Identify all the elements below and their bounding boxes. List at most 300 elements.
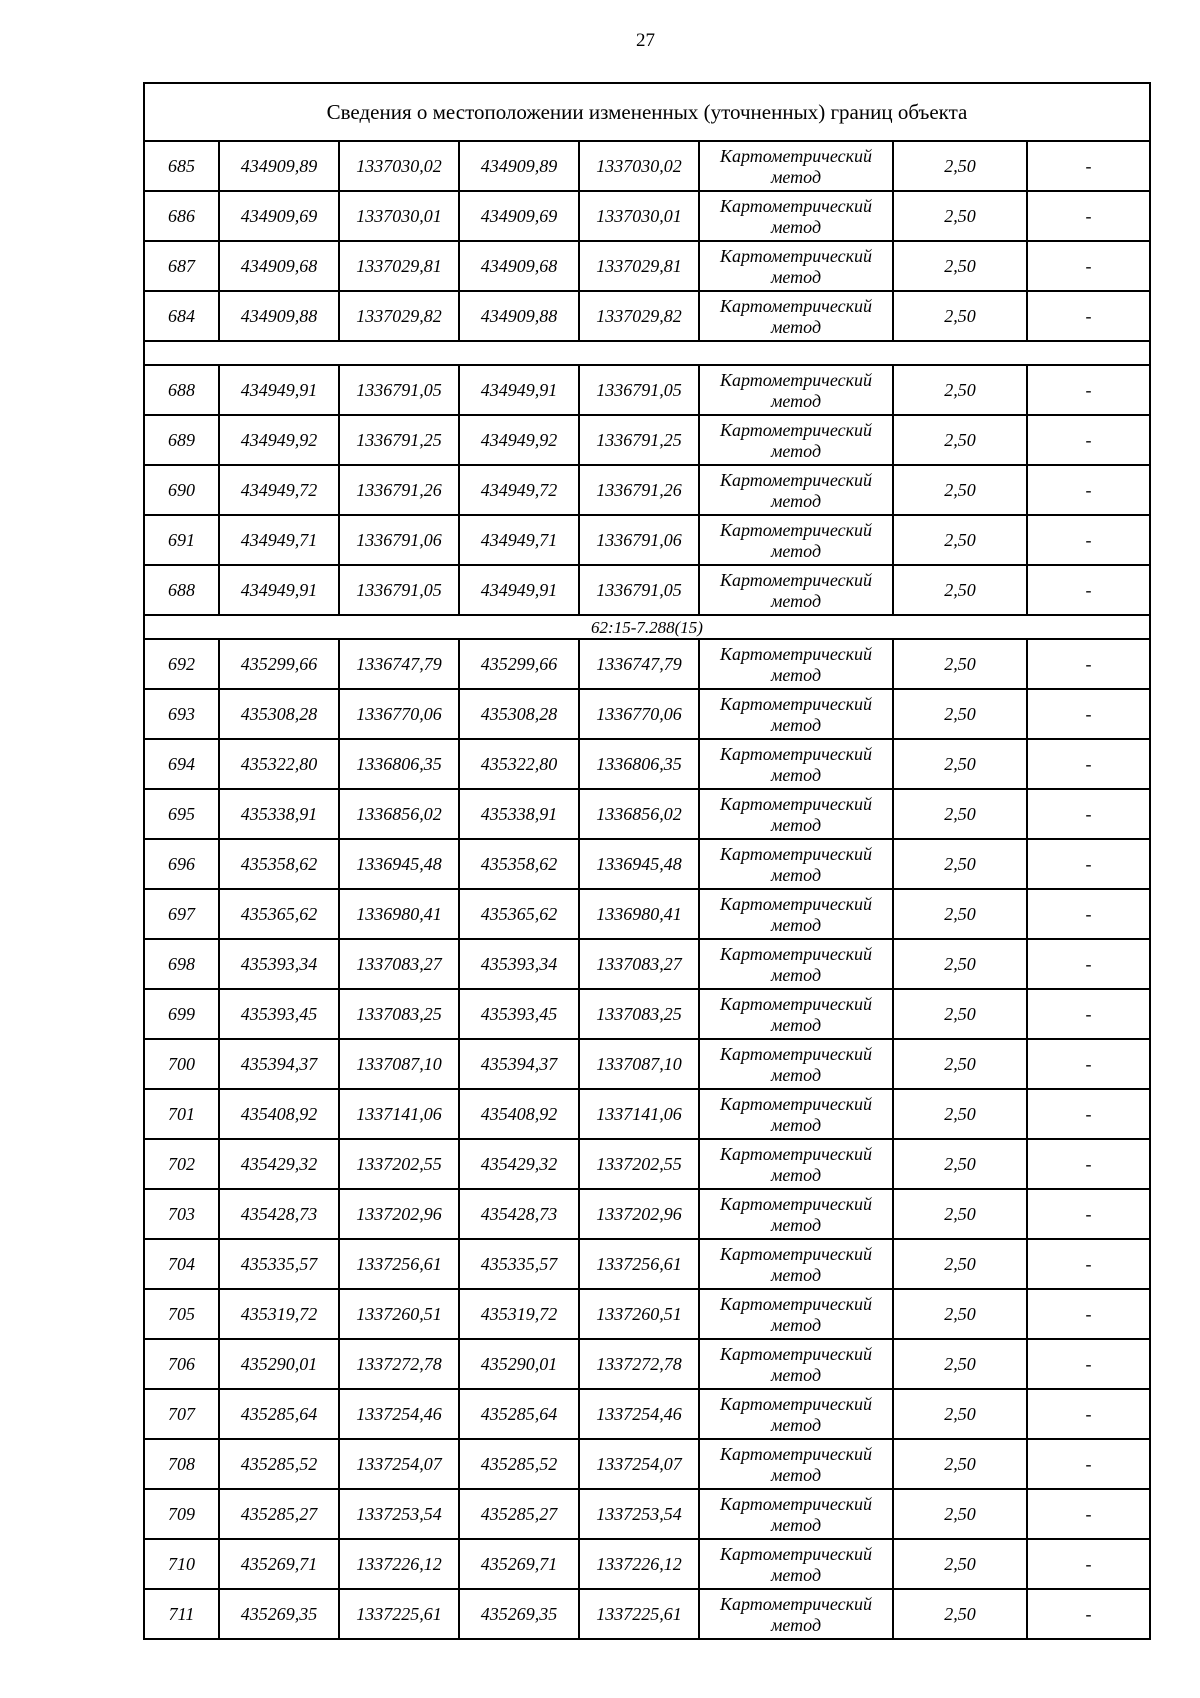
description-cell: - [1027, 839, 1150, 889]
y-existing-cell: 1337254,46 [339, 1389, 459, 1439]
accuracy-cell: 2,50 [893, 1589, 1027, 1639]
x-existing-cell: 434949,92 [219, 415, 339, 465]
x-existing-cell: 434909,89 [219, 141, 339, 191]
table-row [144, 739, 1150, 789]
point-number-cell: 688 [144, 365, 219, 415]
table-row [144, 1289, 1150, 1339]
accuracy-cell: 2,50 [893, 1489, 1027, 1539]
x-new-cell: 434949,72 [459, 465, 579, 515]
table-row [144, 689, 1150, 739]
description-cell: - [1027, 365, 1150, 415]
table-row [144, 1239, 1150, 1289]
method-line-2: метод [770, 316, 822, 337]
point-number-cell: 709 [144, 1489, 219, 1539]
x-new-cell: 434949,91 [459, 365, 579, 415]
y-existing-cell: 1337226,12 [339, 1539, 459, 1589]
y-existing-cell: 1337029,82 [339, 291, 459, 341]
y-existing-cell: 1336791,06 [339, 515, 459, 565]
method-cell [699, 989, 893, 1039]
y-new-cell: 1337254,07 [579, 1439, 699, 1489]
point-number-cell: 701 [144, 1089, 219, 1139]
x-new-cell: 435299,66 [459, 639, 579, 689]
method-line-1: Картометрический [719, 1393, 872, 1414]
point-number-cell: 706 [144, 1339, 219, 1389]
accuracy-cell: 2,50 [893, 515, 1027, 565]
table-row [144, 1489, 1150, 1539]
x-existing-cell: 435299,66 [219, 639, 339, 689]
y-existing-cell: 1336770,06 [339, 689, 459, 739]
y-new-cell: 1337256,61 [579, 1239, 699, 1289]
description-cell: - [1027, 689, 1150, 739]
method-line-1: Картометрический [719, 469, 872, 490]
point-number-cell: 693 [144, 689, 219, 739]
y-new-cell: 1337254,46 [579, 1389, 699, 1439]
point-number-cell: 708 [144, 1439, 219, 1489]
method-line-1: Картометрический [719, 1093, 872, 1114]
method-line-1: Картометрический [719, 1043, 872, 1064]
point-number-cell: 705 [144, 1289, 219, 1339]
point-number-cell: 697 [144, 889, 219, 939]
y-new-cell: 1337087,10 [579, 1039, 699, 1089]
description-cell: - [1027, 565, 1150, 615]
method-line-1: Картометрический [719, 793, 872, 814]
accuracy-cell: 2,50 [893, 639, 1027, 689]
accuracy-cell: 2,50 [893, 1539, 1027, 1589]
table-row [144, 939, 1150, 989]
method-line-1: Картометрический [719, 569, 872, 590]
method-cell [699, 1039, 893, 1089]
method-line-2: метод [770, 590, 822, 611]
x-new-cell: 435285,27 [459, 1489, 579, 1539]
method-line-1: Картометрический [719, 295, 872, 316]
method-line-2: метод [770, 1264, 822, 1285]
method-line-2: метод [770, 1114, 822, 1135]
method-line-1: Картометрический [719, 519, 872, 540]
table-row [144, 1539, 1150, 1589]
y-new-cell: 1336980,41 [579, 889, 699, 939]
method-cell [699, 291, 893, 341]
accuracy-cell: 2,50 [893, 739, 1027, 789]
description-cell: - [1027, 1189, 1150, 1239]
table-row [144, 839, 1150, 889]
section-header: 62:15-7.288(15) [144, 615, 1150, 639]
description-cell: - [1027, 739, 1150, 789]
method-line-1: Картометрический [719, 195, 872, 216]
method-line-1: Картометрический [719, 943, 872, 964]
table-row [144, 191, 1150, 241]
x-existing-cell: 435269,35 [219, 1589, 339, 1639]
method-line-1: Картометрический [719, 1543, 872, 1564]
x-existing-cell: 435393,45 [219, 989, 339, 1039]
y-existing-cell: 1337254,07 [339, 1439, 459, 1489]
point-number-cell: 689 [144, 415, 219, 465]
table-title-row [144, 83, 1150, 141]
description-cell: - [1027, 1339, 1150, 1389]
x-new-cell: 435358,62 [459, 839, 579, 889]
method-cell [699, 515, 893, 565]
y-new-cell: 1337260,51 [579, 1289, 699, 1339]
boundary-coordinates-table [143, 82, 1151, 1640]
y-new-cell: 1336770,06 [579, 689, 699, 739]
x-new-cell: 435269,71 [459, 1539, 579, 1589]
y-new-cell: 1336791,05 [579, 565, 699, 615]
table-row [144, 515, 1150, 565]
method-cell [699, 839, 893, 889]
method-cell [699, 1239, 893, 1289]
y-existing-cell: 1337029,81 [339, 241, 459, 291]
accuracy-cell: 2,50 [893, 1039, 1027, 1089]
description-cell: - [1027, 1289, 1150, 1339]
method-cell [699, 1389, 893, 1439]
table-row [144, 639, 1150, 689]
point-number-cell: 684 [144, 291, 219, 341]
x-existing-cell: 435428,73 [219, 1189, 339, 1239]
accuracy-cell: 2,50 [893, 1189, 1027, 1239]
y-new-cell: 1337029,81 [579, 241, 699, 291]
table-row [144, 415, 1150, 465]
method-line-2: метод [770, 490, 822, 511]
x-new-cell: 434949,71 [459, 515, 579, 565]
x-existing-cell: 435358,62 [219, 839, 339, 889]
method-line-1: Картометрический [719, 1443, 872, 1464]
point-number-cell: 704 [144, 1239, 219, 1289]
method-line-2: метод [770, 664, 822, 685]
table-row [144, 1189, 1150, 1239]
y-existing-cell: 1337083,25 [339, 989, 459, 1039]
method-cell [699, 1089, 893, 1139]
table-row [144, 365, 1150, 415]
accuracy-cell: 2,50 [893, 689, 1027, 739]
method-line-2: метод [770, 1614, 822, 1635]
table-row [144, 241, 1150, 291]
separator-cell [144, 341, 1150, 365]
accuracy-cell: 2,50 [893, 365, 1027, 415]
y-new-cell: 1337029,82 [579, 291, 699, 341]
method-line-1: Картометрический [719, 1343, 872, 1364]
point-number-cell: 696 [144, 839, 219, 889]
x-existing-cell: 435322,80 [219, 739, 339, 789]
x-existing-cell: 434949,72 [219, 465, 339, 515]
method-line-1: Картометрический [719, 693, 872, 714]
x-existing-cell: 435290,01 [219, 1339, 339, 1389]
method-line-2: метод [770, 1464, 822, 1485]
method-line-1: Картометрический [719, 993, 872, 1014]
point-number-cell: 688 [144, 565, 219, 615]
x-new-cell: 435365,62 [459, 889, 579, 939]
accuracy-cell: 2,50 [893, 241, 1027, 291]
table-row [144, 1589, 1150, 1639]
accuracy-cell: 2,50 [893, 989, 1027, 1039]
method-line-2: метод [770, 1064, 822, 1085]
method-line-2: метод [770, 440, 822, 461]
point-number-cell: 691 [144, 515, 219, 565]
x-existing-cell: 434909,68 [219, 241, 339, 291]
description-cell: - [1027, 1089, 1150, 1139]
y-existing-cell: 1337253,54 [339, 1489, 459, 1539]
description-cell: - [1027, 291, 1150, 341]
x-new-cell: 435393,34 [459, 939, 579, 989]
x-existing-cell: 434909,88 [219, 291, 339, 341]
y-new-cell: 1337030,01 [579, 191, 699, 241]
table-body [144, 83, 1150, 1639]
separator-row [144, 341, 1150, 365]
x-new-cell: 435428,73 [459, 1189, 579, 1239]
x-existing-cell: 434909,69 [219, 191, 339, 241]
method-line-2: метод [770, 1514, 822, 1535]
y-new-cell: 1337202,96 [579, 1189, 699, 1239]
x-new-cell: 435429,32 [459, 1139, 579, 1189]
accuracy-cell: 2,50 [893, 1389, 1027, 1439]
x-new-cell: 435408,92 [459, 1089, 579, 1139]
x-new-cell: 435285,52 [459, 1439, 579, 1489]
method-line-2: метод [770, 714, 822, 735]
x-existing-cell: 435285,52 [219, 1439, 339, 1489]
x-new-cell: 435335,57 [459, 1239, 579, 1289]
description-cell: - [1027, 1139, 1150, 1189]
accuracy-cell: 2,50 [893, 1289, 1027, 1339]
accuracy-cell: 2,50 [893, 191, 1027, 241]
table-row [144, 1339, 1150, 1389]
description-cell: - [1027, 141, 1150, 191]
y-existing-cell: 1336747,79 [339, 639, 459, 689]
method-cell [699, 365, 893, 415]
accuracy-cell: 2,50 [893, 1439, 1027, 1489]
x-existing-cell: 435319,72 [219, 1289, 339, 1339]
x-existing-cell: 434949,91 [219, 365, 339, 415]
y-new-cell: 1336791,06 [579, 515, 699, 565]
accuracy-cell: 2,50 [893, 839, 1027, 889]
method-line-1: Картометрический [719, 843, 872, 864]
point-number-cell: 698 [144, 939, 219, 989]
y-new-cell: 1336806,35 [579, 739, 699, 789]
method-line-1: Картометрический [719, 1193, 872, 1214]
method-cell [699, 1539, 893, 1589]
y-new-cell: 1337202,55 [579, 1139, 699, 1189]
x-new-cell: 435285,64 [459, 1389, 579, 1439]
method-cell [699, 939, 893, 989]
y-existing-cell: 1337030,01 [339, 191, 459, 241]
y-new-cell: 1336791,25 [579, 415, 699, 465]
x-existing-cell: 434949,91 [219, 565, 339, 615]
method-cell [699, 141, 893, 191]
table-row [144, 465, 1150, 515]
accuracy-cell: 2,50 [893, 1239, 1027, 1289]
table-row [144, 1039, 1150, 1089]
y-existing-cell: 1336806,35 [339, 739, 459, 789]
accuracy-cell: 2,50 [893, 291, 1027, 341]
y-existing-cell: 1336791,05 [339, 565, 459, 615]
method-cell [699, 689, 893, 739]
description-cell: - [1027, 1239, 1150, 1289]
method-cell [699, 1589, 893, 1639]
method-line-2: метод [770, 764, 822, 785]
point-number-cell: 707 [144, 1389, 219, 1439]
method-line-1: Картометрический [719, 419, 872, 440]
method-line-1: Картометрический [719, 369, 872, 390]
accuracy-cell: 2,50 [893, 465, 1027, 515]
description-cell: - [1027, 415, 1150, 465]
y-existing-cell: 1336980,41 [339, 889, 459, 939]
point-number-cell: 699 [144, 989, 219, 1039]
x-existing-cell: 435338,91 [219, 789, 339, 839]
x-existing-cell: 435393,34 [219, 939, 339, 989]
method-line-2: метод [770, 1164, 822, 1185]
point-number-cell: 695 [144, 789, 219, 839]
y-new-cell: 1337141,06 [579, 1089, 699, 1139]
x-existing-cell: 435429,32 [219, 1139, 339, 1189]
table-title: Сведения о местоположении измененных (уточненных) границ объекта [144, 83, 1150, 141]
point-number-cell: 694 [144, 739, 219, 789]
table-row [144, 291, 1150, 341]
method-cell [699, 739, 893, 789]
method-line-2: метод [770, 1314, 822, 1335]
table-row [144, 789, 1150, 839]
y-new-cell: 1336856,02 [579, 789, 699, 839]
method-line-2: метод [770, 166, 822, 187]
point-number-cell: 687 [144, 241, 219, 291]
y-new-cell: 1337030,02 [579, 141, 699, 191]
y-existing-cell: 1337272,78 [339, 1339, 459, 1389]
x-new-cell: 435269,35 [459, 1589, 579, 1639]
point-number-cell: 685 [144, 141, 219, 191]
method-line-2: метод [770, 864, 822, 885]
method-cell [699, 1139, 893, 1189]
method-cell [699, 191, 893, 241]
y-existing-cell: 1337256,61 [339, 1239, 459, 1289]
accuracy-cell: 2,50 [893, 789, 1027, 839]
method-line-1: Картометрический [719, 1293, 872, 1314]
section-header-row [144, 615, 1150, 639]
point-number-cell: 700 [144, 1039, 219, 1089]
method-line-2: метод [770, 216, 822, 237]
method-cell [699, 465, 893, 515]
page-number: 27 [636, 30, 655, 51]
method-line-2: метод [770, 1564, 822, 1585]
description-cell: - [1027, 789, 1150, 839]
method-line-1: Картометрический [719, 643, 872, 664]
x-new-cell: 434909,69 [459, 191, 579, 241]
accuracy-cell: 2,50 [893, 889, 1027, 939]
point-number-cell: 702 [144, 1139, 219, 1189]
method-line-2: метод [770, 390, 822, 411]
table-row [144, 141, 1150, 191]
description-cell: - [1027, 939, 1150, 989]
method-line-2: метод [770, 1214, 822, 1235]
x-existing-cell: 434949,71 [219, 515, 339, 565]
y-existing-cell: 1336856,02 [339, 789, 459, 839]
y-existing-cell: 1337260,51 [339, 1289, 459, 1339]
description-cell: - [1027, 1539, 1150, 1589]
y-existing-cell: 1336791,25 [339, 415, 459, 465]
table-row [144, 1439, 1150, 1489]
method-cell [699, 639, 893, 689]
method-cell [699, 1439, 893, 1489]
method-cell [699, 1339, 893, 1389]
x-existing-cell: 435308,28 [219, 689, 339, 739]
method-cell [699, 1489, 893, 1539]
x-existing-cell: 435285,27 [219, 1489, 339, 1539]
table-row [144, 1139, 1150, 1189]
x-new-cell: 435319,72 [459, 1289, 579, 1339]
accuracy-cell: 2,50 [893, 1339, 1027, 1389]
y-existing-cell: 1337202,96 [339, 1189, 459, 1239]
description-cell: - [1027, 889, 1150, 939]
point-number-cell: 686 [144, 191, 219, 241]
y-existing-cell: 1337083,27 [339, 939, 459, 989]
description-cell: - [1027, 989, 1150, 1039]
x-new-cell: 435290,01 [459, 1339, 579, 1389]
x-new-cell: 434949,91 [459, 565, 579, 615]
description-cell: - [1027, 639, 1150, 689]
point-number-cell: 692 [144, 639, 219, 689]
method-line-2: метод [770, 1414, 822, 1435]
x-existing-cell: 435394,37 [219, 1039, 339, 1089]
y-existing-cell: 1336945,48 [339, 839, 459, 889]
y-existing-cell: 1337030,02 [339, 141, 459, 191]
method-line-1: Картометрический [719, 145, 872, 166]
y-new-cell: 1337272,78 [579, 1339, 699, 1389]
accuracy-cell: 2,50 [893, 1089, 1027, 1139]
table-row [144, 1089, 1150, 1139]
x-new-cell: 434909,88 [459, 291, 579, 341]
method-line-1: Картометрический [719, 1243, 872, 1264]
method-line-2: метод [770, 1364, 822, 1385]
method-line-1: Картометрический [719, 893, 872, 914]
y-existing-cell: 1337087,10 [339, 1039, 459, 1089]
method-cell [699, 241, 893, 291]
method-line-2: метод [770, 964, 822, 985]
accuracy-cell: 2,50 [893, 141, 1027, 191]
description-cell: - [1027, 1439, 1150, 1489]
y-existing-cell: 1337202,55 [339, 1139, 459, 1189]
x-new-cell: 435308,28 [459, 689, 579, 739]
x-existing-cell: 435335,57 [219, 1239, 339, 1289]
accuracy-cell: 2,50 [893, 939, 1027, 989]
x-existing-cell: 435269,71 [219, 1539, 339, 1589]
point-number-cell: 711 [144, 1589, 219, 1639]
table-row [144, 989, 1150, 1039]
description-cell: - [1027, 191, 1150, 241]
method-cell [699, 415, 893, 465]
method-cell [699, 889, 893, 939]
method-line-2: метод [770, 914, 822, 935]
y-existing-cell: 1336791,05 [339, 365, 459, 415]
method-cell [699, 565, 893, 615]
y-new-cell: 1337226,12 [579, 1539, 699, 1589]
description-cell: - [1027, 515, 1150, 565]
method-line-2: метод [770, 266, 822, 287]
x-new-cell: 435322,80 [459, 739, 579, 789]
y-new-cell: 1336791,26 [579, 465, 699, 515]
y-new-cell: 1337225,61 [579, 1589, 699, 1639]
table-row [144, 565, 1150, 615]
method-line-2: метод [770, 814, 822, 835]
y-new-cell: 1336945,48 [579, 839, 699, 889]
x-new-cell: 435394,37 [459, 1039, 579, 1089]
x-new-cell: 434909,89 [459, 141, 579, 191]
description-cell: - [1027, 1389, 1150, 1439]
method-cell [699, 1289, 893, 1339]
y-new-cell: 1336791,05 [579, 365, 699, 415]
y-existing-cell: 1337141,06 [339, 1089, 459, 1139]
method-cell [699, 1189, 893, 1239]
description-cell: - [1027, 1589, 1150, 1639]
x-new-cell: 435393,45 [459, 989, 579, 1039]
accuracy-cell: 2,50 [893, 565, 1027, 615]
method-line-1: Картометрический [719, 743, 872, 764]
point-number-cell: 690 [144, 465, 219, 515]
y-new-cell: 1337083,25 [579, 989, 699, 1039]
